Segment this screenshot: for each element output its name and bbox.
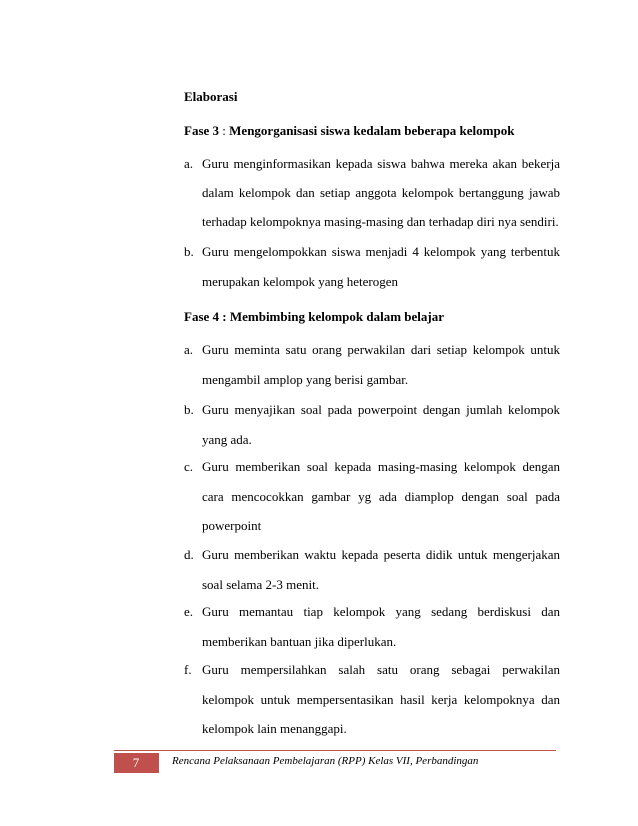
item-line: Guru mempersilahkan salah satu orang sebagai perwakilan (202, 662, 560, 677)
item-line: kelompok lain menanggapi. (202, 721, 347, 736)
item-line: Guru menginformasikan kepada siswa bahwa mereka akan bekerja (202, 156, 560, 171)
item-letter: a. (184, 342, 194, 357)
item-line: cara mencocokkan gambar yg ada diamplop dengan soal pada (202, 489, 560, 504)
item-line: yang ada. (202, 432, 252, 447)
fase3-separator: : (222, 123, 226, 138)
item-letter: c. (184, 459, 194, 474)
item-line: terhadap kelompoknya masing-masing dan terhadap diri nya sendiri. (202, 214, 559, 229)
item-line: soal selama 2-3 menit. (202, 577, 319, 592)
footer-divider (158, 753, 159, 773)
item-letter: a. (184, 156, 194, 171)
item-line: merupakan kelompok yang heterogen (202, 274, 399, 289)
item-line: Guru memantau tiap kelompok yang sedang berdiskusi dan (202, 604, 560, 619)
item-line: Guru memberikan waktu kepada peserta didik untuk mengerjakan (202, 547, 560, 562)
item-line: Guru memberikan soal kepada masing-masing kelompok dengan (202, 459, 560, 474)
item-letter: d. (184, 547, 194, 562)
item-line: powerpoint (202, 518, 262, 533)
item-letter: b. (184, 402, 194, 417)
item-line: dalam kelompok dan setiap anggota kelompok bertanggung jawab (202, 185, 560, 200)
item-line: memberikan bantuan jika diperlukan. (202, 634, 397, 649)
item-line: kelompok untuk mempersentasikan hasil kerja kelompoknya dan (202, 692, 560, 707)
fase3-title: Mengorganisasi siswa kedalam beberapa kelompok (229, 123, 515, 138)
item-line: Guru mengelompokkan siswa menjadi 4 kelompok yang terbentuk (202, 244, 560, 259)
item-letter: f. (184, 662, 192, 677)
item-line: Guru meminta satu orang perwakilan dari setiap kelompok untuk (202, 342, 560, 357)
elaborasi-heading: Elaborasi (184, 89, 238, 104)
footer-text: Rencana Pelaksanaan Pembelajaran (RPP) Kelas VII, Perbandingan (172, 755, 479, 767)
item-letter: b. (184, 244, 194, 259)
fase4-heading: Fase 4 : Membimbing kelompok dalam belajar (184, 309, 444, 324)
item-line: Guru menyajikan soal pada powerpoint dengan jumlah kelompok (202, 402, 560, 417)
page-number: 7 (114, 753, 158, 773)
footer-rule (114, 750, 556, 751)
fase3-label: Fase 3 (184, 123, 220, 138)
fase3-heading (184, 123, 514, 139)
item-line: mengambil amplop yang berisi gambar. (202, 372, 409, 387)
item-letter: e. (184, 604, 194, 619)
